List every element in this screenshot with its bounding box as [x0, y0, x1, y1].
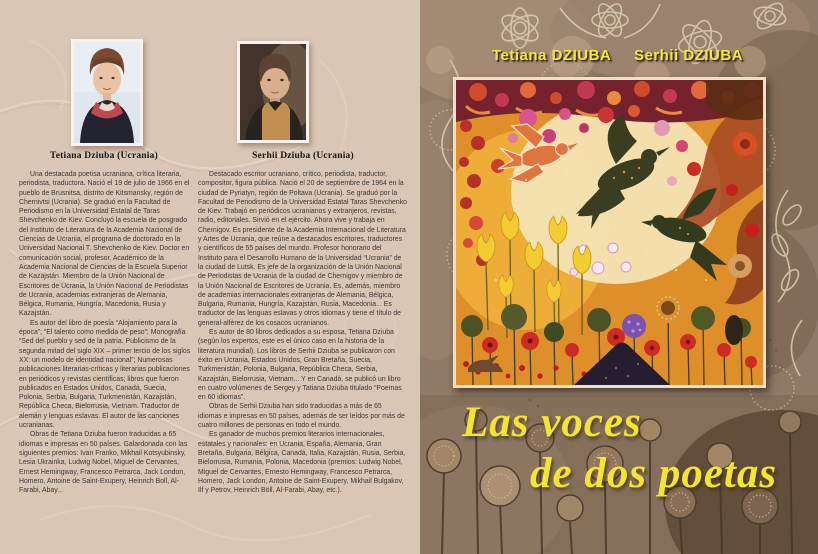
- swallows-and-flowers-art: [456, 80, 763, 385]
- bio-paragraph: Es autor del libro de poesía “Alojamiento para la época”; “El talento como medida de peso”; Monografía “Sed del pueblo y sed de la patria. Publicismo de la segunda mitad del siglo XIX – primer tercio de los siglos XX: un modelo de identidad nacional”; Numerosas publicaciones literarias-críticas y literarias publicaciones en periódicos y revistas científicas; libros que fueron publicados en Estados Unidos, Canadá, Suecia, Polonia, Serbia, Bulgaria, Turkmenistán, Kazajstán, República Checa, Bielorrusia, Vietnam. Traductor de alemán y lenguas eslavas. El autor de las canciones ucranianas.: [19, 319, 191, 430]
- bio-paragraph: Es autor de 80 libros dedicados a su esposa, Tetiana Dziuba (según los expertos, este es el único caso en la historia de la literatura mundial). Los libros de Serhii Dziuba se publicaron con éxito en Ucrania, Estados Unidos, Gran Bretaña, Suecia, Turkmenistán, Polonia, Bulgaria, República Checa, Serbia, Kazajstán, Bielorrusia, Vietnam... Y en Canadá, se publicó un libro en cuatro volúmenes de Sergey y Tatiana Dziuba titulado “Poemas en 60 idiomas”.: [198, 329, 402, 402]
- bio-paragraph: Destacado escritor ucraniano, crítico, periodista, traductor, compositor, figura pública. Nació el 20 de septiembre de 1964 en la ciudad de Pyriatyn, región de Poltava (Ucrania). Se graduó por la Facultad de Periodismo de la Universidad Estatal Taras Shevchenko de Kiev. Trabajó en periódicos ucranianos y extranjeros, revistas, radio, editoriales. Sirvió en el ejército. Ahora vive y trabaja en Chernigov. Es presidente de la Academia Internacional de Literatura y Artes de Ucrania, que reúne a destacados escritores, traductores y científicos de 55 países del mundo. Profesor honorario del Instituto para el Desarrollo Humano de la Universidad “Ucrania” de la ciudad de Lutsk. Es jefe de la organización de la Unión Nacional de Periodistas de Ucrania de la ciudad de Chernigov y miembro de la Unión Nacional de Escritores de Ucrania. Es, además, miembro de academias internacionales extranjeras de Alemania, Bélgica, Bulgaria, Rumania, Hungría, Kazajstán, Rusia, Macedonia... Es traductor de las lenguas eslavas y otros idiomas y tiene el título de general-alférez de los cosacos ucranianos.: [198, 171, 408, 327]
- cover-painting: [453, 77, 766, 388]
- serhii-photo: [237, 41, 309, 143]
- author-name-serhii: Serhii DZIUBA: [634, 47, 744, 64]
- front-cover: [420, 0, 818, 554]
- bio-paragraph: Es ganador de muchos premios literarios internacionales, estatales y nacionales: en Ucrania, España, Alemania, Gran Bretaña, Bulgaria, Bélgica, Canadá, Italia, Kazajstán, Rusia, Serbia, Bielorrusia, Rumania, Polonia, Macedonia (premios: Ludwig Nobel, Miguel de Cervantes, Ernesto Hemingway, Francesco Petrarca, Homero, Jack London, Antoine de Saint-Exupery, Mikhail Bulgakov, Ilf y Petrov, Heinrich Böll, Al-Farabi, Abay, etc.).: [198, 431, 406, 495]
- tetiana-caption: Tetiana Dziuba (Ucrania): [50, 151, 158, 161]
- bio-paragraph: Obras de Tetiana Dziuba fueron traducidas a 65 idiomas e impresas en 50 países. Galardonada con las siguientes premios: Ivan Franko, Mikhail Kotsyubinsky, Lesia Ukrainka, Ludwig Nobel, Miguel de Cervantes, Ernest Hemingway, Francesco Petrarca, Jack London, Homero, Antoine de Saint-Exupery, Heinrich Boll, Al-Farabi, Abay...: [19, 431, 188, 495]
- serhii-portrait-art: [240, 44, 306, 140]
- bio-paragraph: Una destacada poetisa ucraniana, crítica literaria, periodista, traductora. Nació el 19 de julio de 1966 en el pueblo de Brusnitsa, distrito de Kitsmansky, región de Chernivtsi (Ucrania). Se graduó en la Facultad de Periodismo en la Universidad Estatal de Taras Shevchenko de Kiev. Concluyó la escuela de posgrado del Instituto de Literatura de la Academia Nacional de Ciencias de Ucrania, el programa de doctorado en la Universidad Nacional T. Shevchenko de Kiev. Doctor en comunicación social, profesor. Académico de la Academia Nacional de Ciencias de la Escuela Superior de Kazajstán. Miembro de la Unión Nacional de Escritores de Ucrania, la Unión Nacional de Periodistas de Ucrania, academias extranjeras de Alemania, Bélgica, Rumania, Hungría, Macedonia, Rusia y Kazajstán.: [19, 171, 190, 318]
- tetiana-photo: [71, 39, 143, 146]
- tetiana-bio: [19, 170, 191, 495]
- serhii-bio: [198, 170, 407, 495]
- title-line-2: de dos poetas: [530, 450, 778, 497]
- bio-paragraph: Obras de Serhii Dziuba han sido traducidas a más de 65 idiomas e impresas en 50 países, además de ser leídos por más de cuatro millones de personas en todo el mundo.: [198, 403, 405, 430]
- tetiana-portrait-art: [74, 42, 140, 143]
- serhii-caption: Serhii Dziuba (Ucrania): [252, 151, 354, 161]
- author-name-tetiana: Tetiana DZIUBA: [492, 47, 612, 64]
- title-line-1: Las voces: [462, 399, 642, 446]
